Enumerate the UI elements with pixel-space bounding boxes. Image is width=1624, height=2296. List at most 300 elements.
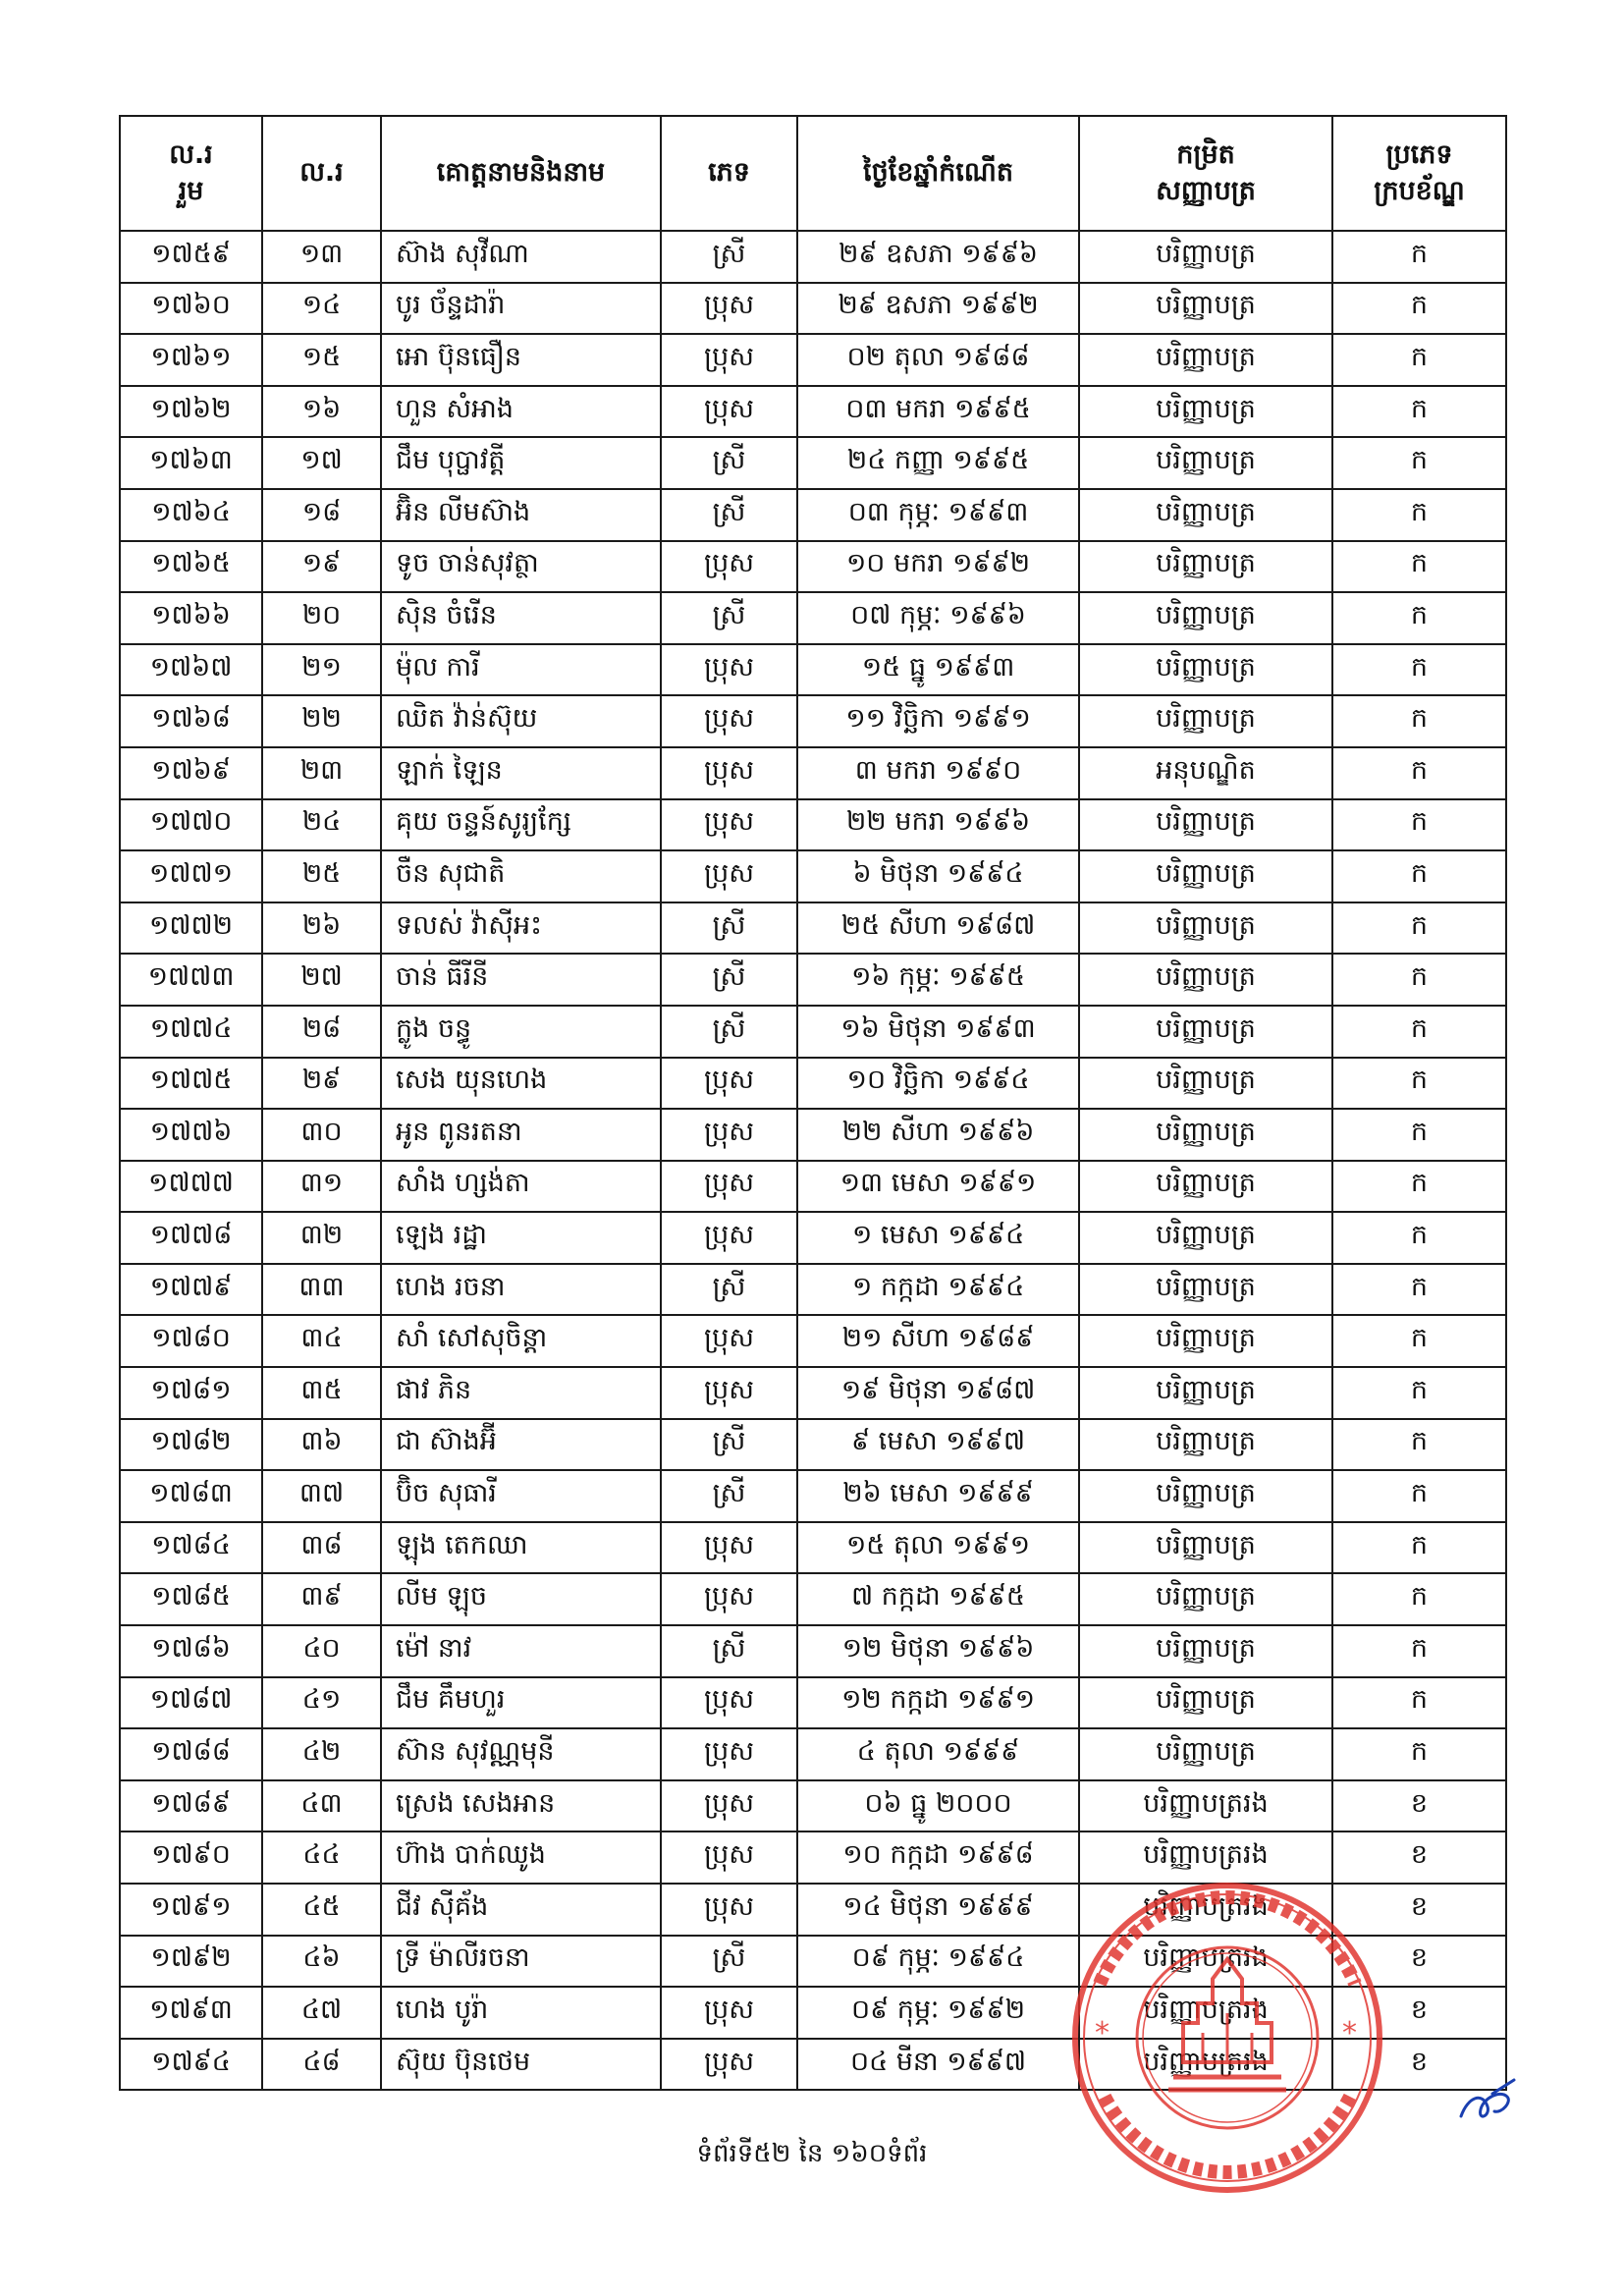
cell-gender: ប្រុស — [661, 1367, 797, 1419]
cell-degree-level: បរិញ្ញាបត្រ — [1079, 437, 1332, 489]
cell-date-of-birth: ១៣ មេសា ១៩៩១ — [797, 1161, 1079, 1213]
table-row — [120, 231, 1506, 283]
cell-degree-level: បរិញ្ញាបត្រ — [1079, 1264, 1332, 1316]
table-row — [120, 1161, 1506, 1213]
cell-degree-level: បរិញ្ញាបត្រ — [1079, 954, 1332, 1006]
cell-framework-category: ខ — [1332, 1780, 1506, 1832]
cell-full-name: ជា ស៊ាងអ៊ី — [381, 1419, 661, 1471]
cell-gender: ប្រុស — [661, 1109, 797, 1161]
cell-date-of-birth: ១១ វិច្ឆិកា ១៩៩១ — [797, 695, 1079, 747]
cell-date-of-birth: ១៥ តុលា ១៩៩១ — [797, 1522, 1079, 1574]
cell-full-name: គុយ ចន្ទន៍សូរ្យកែ្ស — [381, 799, 661, 851]
cell-gender: ស្រី — [661, 592, 797, 644]
cell-degree-level: បរិញ្ញាបត្រ — [1079, 541, 1332, 593]
table-row — [120, 1573, 1506, 1625]
cell-date-of-birth: ០៣ មករា ១៩៩៥ — [797, 386, 1079, 438]
table-row — [120, 592, 1506, 644]
cell-gender: ប្រុស — [661, 1058, 797, 1110]
cell-framework-category: ក — [1332, 644, 1506, 696]
cell-date-of-birth: ៦ មិថុនា ១៩៩៤ — [797, 850, 1079, 902]
cell-degree-level: បរិញ្ញាបត្ររង — [1079, 1780, 1332, 1832]
header-no-line: ល.រ — [299, 157, 344, 189]
cell-overall-no: ១៧៥៩ — [120, 231, 262, 283]
cell-full-name: អ៊ិន លីមស៊ាង — [381, 489, 661, 541]
cell-framework-category: ខ — [1332, 1831, 1506, 1884]
cell-no: ៣៣ — [262, 1264, 381, 1316]
cell-framework-category: ក — [1332, 334, 1506, 386]
table-row — [120, 541, 1506, 593]
cell-degree-level: បរិញ្ញាបត្រ — [1079, 489, 1332, 541]
cell-framework-category: ក — [1332, 1419, 1506, 1471]
cell-date-of-birth: ១៦ កុម្ភៈ ១៩៩៥ — [797, 954, 1079, 1006]
cell-gender: ប្រុស — [661, 1522, 797, 1574]
cell-no: ៤១ — [262, 1677, 381, 1729]
cell-full-name: បូរ ច័ន្ទដារ៉ា — [381, 283, 661, 335]
cell-gender: ស្រី — [661, 1936, 797, 1988]
cell-no: ៣២ — [262, 1212, 381, 1264]
cell-framework-category: ក — [1332, 1470, 1506, 1522]
cell-full-name: សាំ សៅសុចិន្តា — [381, 1315, 661, 1367]
cell-date-of-birth: ១៤ មិថុនា ១៩៩៩ — [797, 1884, 1079, 1936]
cell-gender: ស្រី — [661, 489, 797, 541]
cell-no: ១៣ — [262, 231, 381, 283]
cell-date-of-birth: ០៧ កុម្ភៈ ១៩៩៦ — [797, 592, 1079, 644]
cell-framework-category: ក — [1332, 799, 1506, 851]
cell-framework-category: ខ — [1332, 1936, 1506, 1988]
cell-framework-category: ក — [1332, 1006, 1506, 1058]
cell-no: ៤៣ — [262, 1780, 381, 1832]
table-row — [120, 437, 1506, 489]
cell-degree-level: បរិញ្ញាបត្រ — [1079, 1161, 1332, 1213]
cell-framework-category: ក — [1332, 902, 1506, 955]
cell-full-name: ប៊ិច សុធារី — [381, 1470, 661, 1522]
cell-framework-category: ក — [1332, 695, 1506, 747]
cell-no: ៤៧ — [262, 1987, 381, 2039]
cell-date-of-birth: ២៩ ឧសភា ១៩៩៦ — [797, 231, 1079, 283]
header-degree-level — [1079, 116, 1332, 231]
cell-framework-category: ក — [1332, 1728, 1506, 1780]
cell-framework-category: ក — [1332, 386, 1506, 438]
cell-gender: ស្រី — [661, 954, 797, 1006]
cell-overall-no: ១៧៦៨ — [120, 695, 262, 747]
cell-gender: ស្រី — [661, 1625, 797, 1677]
cell-gender: ប្រុស — [661, 747, 797, 799]
cell-full-name: ចាន់ ធីរីនី — [381, 954, 661, 1006]
cell-degree-level: បរិញ្ញាបត្ររង — [1079, 1831, 1332, 1884]
cell-date-of-birth: ១ កក្កដា ១៩៩៤ — [797, 1264, 1079, 1316]
table-row — [120, 1058, 1506, 1110]
table-row — [120, 644, 1506, 696]
table-row — [120, 1367, 1506, 1419]
cell-date-of-birth: ០៩ កុម្ភៈ ១៩៩២ — [797, 1987, 1079, 2039]
cell-full-name: ជឹម គឹមហួរ — [381, 1677, 661, 1729]
svg-text:*: * — [1342, 2016, 1357, 2050]
cell-full-name: ស្រេង សេងអាន — [381, 1780, 661, 1832]
cell-full-name: ផាវ ភិន — [381, 1367, 661, 1419]
cell-no: ២២ — [262, 695, 381, 747]
cell-overall-no: ១៧៩១ — [120, 1884, 262, 1936]
cell-degree-level: បរិញ្ញាបត្រ — [1079, 1109, 1332, 1161]
cell-gender: ស្រី — [661, 1470, 797, 1522]
cell-overall-no: ១៧៨៨ — [120, 1728, 262, 1780]
cell-no: ៣៧ — [262, 1470, 381, 1522]
cell-overall-no: ១៧៦៣ — [120, 437, 262, 489]
cell-framework-category: ក — [1332, 954, 1506, 1006]
cell-framework-category: ខ — [1332, 1987, 1506, 2039]
cell-gender: ប្រុស — [661, 850, 797, 902]
cell-full-name: ហ៊ាង បាក់ឈូង — [381, 1831, 661, 1884]
table-header-row — [120, 116, 1506, 231]
cell-overall-no: ១៧៧៧ — [120, 1161, 262, 1213]
cell-framework-category: ក — [1332, 1109, 1506, 1161]
cell-overall-no: ១៧៧៤ — [120, 1006, 262, 1058]
table-row — [120, 386, 1506, 438]
cell-overall-no: ១៧៧៩ — [120, 1264, 262, 1316]
cell-full-name: អោ ប៊ុនធឿន — [381, 334, 661, 386]
cell-framework-category: ក — [1332, 1522, 1506, 1574]
cell-overall-no: ១៧៦៦ — [120, 592, 262, 644]
cell-gender: ស្រី — [661, 1419, 797, 1471]
cell-full-name: ស៊ុយ ប៊ុនថេម — [381, 2039, 661, 2091]
cell-degree-level: បរិញ្ញាបត្ររង — [1079, 1987, 1332, 2039]
cell-overall-no: ១៧៩២ — [120, 1936, 262, 1988]
cell-full-name: ជឹម បុប្ផាវត្តី — [381, 437, 661, 489]
cell-degree-level: បរិញ្ញាបត្រ — [1079, 902, 1332, 955]
cell-degree-level: បរិញ្ញាបត្ររង — [1079, 1884, 1332, 1936]
cell-date-of-birth: ២៩ ឧសភា ១៩៩២ — [797, 283, 1079, 335]
cell-full-name: ស៊ាង សុវីណា — [381, 231, 661, 283]
header-overall-no-line: ល.រ — [169, 139, 213, 171]
svg-text:*: * — [1095, 2016, 1110, 2050]
cell-full-name: សាំង ហ្សង់តា — [381, 1161, 661, 1213]
cell-overall-no: ១៧៨១ — [120, 1367, 262, 1419]
cell-no: ២៧ — [262, 954, 381, 1006]
table-row — [120, 1522, 1506, 1574]
cell-no: ២៥ — [262, 850, 381, 902]
cell-framework-category: ក — [1332, 1625, 1506, 1677]
cell-gender: ប្រុស — [661, 799, 797, 851]
cell-full-name: ជីវ ស៊ីគ័ង — [381, 1884, 661, 1936]
cell-degree-level: បរិញ្ញាបត្រ — [1079, 799, 1332, 851]
cell-full-name: លីម ឡុច — [381, 1573, 661, 1625]
cell-overall-no: ១៧៧៣ — [120, 954, 262, 1006]
cell-gender: ប្រុស — [661, 541, 797, 593]
cell-date-of-birth: ០៩ កុម្ភៈ ១៩៩៤ — [797, 1936, 1079, 1988]
cell-degree-level: បរិញ្ញាបត្រ — [1079, 1419, 1332, 1471]
cell-date-of-birth: ១០ វិច្ឆិកា ១៩៩៤ — [797, 1058, 1079, 1110]
cell-full-name: ទលស់ វ៉ាស៊ីអះ — [381, 902, 661, 955]
header-degree-level-line: កម្រិត — [1176, 139, 1235, 171]
cell-gender: ស្រី — [661, 902, 797, 955]
table-row — [120, 799, 1506, 851]
cell-framework-category: ក — [1332, 747, 1506, 799]
table-row — [120, 1625, 1506, 1677]
cell-no: ៣១ — [262, 1161, 381, 1213]
header-date-of-birth — [797, 116, 1079, 231]
cell-framework-category: ក — [1332, 1367, 1506, 1419]
header-degree-level-line: សញ្ញាបត្រ — [1156, 175, 1256, 206]
cell-no: ២៨ — [262, 1006, 381, 1058]
cell-no: ៣៦ — [262, 1419, 381, 1471]
cell-no: ៤២ — [262, 1728, 381, 1780]
cell-no: ៣៤ — [262, 1315, 381, 1367]
cell-full-name: ហួន សំអាង — [381, 386, 661, 438]
table-row — [120, 334, 1506, 386]
cell-degree-level: បរិញ្ញាបត្រ — [1079, 850, 1332, 902]
cell-framework-category: ក — [1332, 1212, 1506, 1264]
cell-date-of-birth: ៤ តុលា ១៩៩៩ — [797, 1728, 1079, 1780]
cell-degree-level: បរិញ្ញាបត្រ — [1079, 1470, 1332, 1522]
table-row — [120, 1470, 1506, 1522]
cell-overall-no: ១៧៨៧ — [120, 1677, 262, 1729]
cell-full-name: ទូច ចាន់សុវត្ថា — [381, 541, 661, 593]
cell-degree-level: បរិញ្ញាបត្រ — [1079, 1522, 1332, 1574]
cell-gender: ប្រុស — [661, 1315, 797, 1367]
table-row — [120, 1677, 1506, 1729]
cell-degree-level: បរិញ្ញាបត្រ — [1079, 386, 1332, 438]
cell-overall-no: ១៧៧០ — [120, 799, 262, 851]
cell-gender: ស្រី — [661, 437, 797, 489]
cell-no: ៤៨ — [262, 2039, 381, 2091]
cell-degree-level: បរិញ្ញាបត្រ — [1079, 1315, 1332, 1367]
cell-overall-no: ១៧៦៥ — [120, 541, 262, 593]
cell-gender: ប្រុស — [661, 386, 797, 438]
signature-mark — [1453, 2072, 1522, 2131]
cell-no: ១៧ — [262, 437, 381, 489]
cell-date-of-birth: ៧ កក្កដា ១៩៩៥ — [797, 1573, 1079, 1625]
roster-table — [119, 115, 1507, 2091]
cell-degree-level: បរិញ្ញាបត្រ — [1079, 1367, 1332, 1419]
cell-date-of-birth: ០៤ មីនា ១៩៩៧ — [797, 2039, 1079, 2091]
cell-no: ១៥ — [262, 334, 381, 386]
cell-gender: ប្រុស — [661, 1780, 797, 1832]
cell-date-of-birth: ១២ កក្កដា ១៩៩១ — [797, 1677, 1079, 1729]
table-row — [120, 902, 1506, 955]
cell-no: ៣៩ — [262, 1573, 381, 1625]
header-framework-category — [1332, 116, 1506, 231]
cell-no: ៣៨ — [262, 1522, 381, 1574]
cell-degree-level: បរិញ្ញាបត្រ — [1079, 283, 1332, 335]
table-row — [120, 747, 1506, 799]
cell-degree-level: បរិញ្ញាបត្រ — [1079, 1006, 1332, 1058]
cell-no: ៤៦ — [262, 1936, 381, 1988]
cell-framework-category: ក — [1332, 1161, 1506, 1213]
cell-full-name: ម៉ៅ នាវ — [381, 1625, 661, 1677]
cell-degree-level: បរិញ្ញាបត្រ — [1079, 1677, 1332, 1729]
cell-full-name: សេង យុនហេង — [381, 1058, 661, 1110]
cell-gender: ប្រុស — [661, 2039, 797, 2091]
cell-framework-category: ក — [1332, 1264, 1506, 1316]
cell-overall-no: ១៧៦០ — [120, 283, 262, 335]
cell-full-name: ម៉ុល ការី — [381, 644, 661, 696]
cell-overall-no: ១៧៧៥ — [120, 1058, 262, 1110]
cell-framework-category: ក — [1332, 541, 1506, 593]
cell-overall-no: ១៧៨៣ — [120, 1470, 262, 1522]
cell-framework-category: ក — [1332, 1573, 1506, 1625]
cell-date-of-birth: ១៦ មិថុនា ១៩៩៣ — [797, 1006, 1079, 1058]
cell-full-name: ហេង រចនា — [381, 1264, 661, 1316]
cell-gender: ប្រុស — [661, 1212, 797, 1264]
header-gender — [661, 116, 797, 231]
cell-degree-level: បរិញ្ញាបត្រ — [1079, 334, 1332, 386]
table-row — [120, 954, 1506, 1006]
cell-framework-category: ក — [1332, 850, 1506, 902]
cell-overall-no: ១៧៩៤ — [120, 2039, 262, 2091]
table-row — [120, 283, 1506, 335]
cell-gender: ប្រុស — [661, 334, 797, 386]
header-gender-line: ភេទ — [708, 157, 750, 189]
cell-overall-no: ១៧៦២ — [120, 386, 262, 438]
cell-overall-no: ១៧៨៩ — [120, 1780, 262, 1832]
cell-no: ២១ — [262, 644, 381, 696]
cell-framework-category: ក — [1332, 283, 1506, 335]
cell-full-name: ចឺន សុជាតិ — [381, 850, 661, 902]
cell-degree-level: បរិញ្ញាបត្រ — [1079, 1212, 1332, 1264]
cell-overall-no: ១៧៨៦ — [120, 1625, 262, 1677]
cell-degree-level: បរិញ្ញាបត្រ — [1079, 592, 1332, 644]
cell-date-of-birth: ១២ មិថុនា ១៩៩៦ — [797, 1625, 1079, 1677]
cell-framework-category: ខ — [1332, 2039, 1506, 2091]
cell-no: ១៩ — [262, 541, 381, 593]
cell-overall-no: ១៧៧២ — [120, 902, 262, 955]
cell-full-name: ឡាក់ ឡៃន — [381, 747, 661, 799]
cell-overall-no: ១៧៨០ — [120, 1315, 262, 1367]
header-date-of-birth-line: ថ្ងៃខែឆ្នាំកំណើត — [863, 157, 1013, 189]
cell-no: ២៣ — [262, 747, 381, 799]
cell-overall-no: ១៧៧១ — [120, 850, 262, 902]
cell-date-of-birth: ២៦ មេសា ១៩៩៩ — [797, 1470, 1079, 1522]
cell-overall-no: ១៧៨៥ — [120, 1573, 262, 1625]
cell-gender: ស្រី — [661, 1006, 797, 1058]
cell-degree-level: បរិញ្ញាបត្រ — [1079, 695, 1332, 747]
cell-gender: ប្រុស — [661, 1728, 797, 1780]
cell-no: ៤៥ — [262, 1884, 381, 1936]
header-no — [262, 116, 381, 231]
cell-full-name: ស៊ិន ចំរើន — [381, 592, 661, 644]
cell-degree-level: បរិញ្ញាបត្រ — [1079, 1728, 1332, 1780]
cell-date-of-birth: ១៥ ធ្នូ ១៩៩៣ — [797, 644, 1079, 696]
cell-date-of-birth: ០២ តុលា ១៩៨៨ — [797, 334, 1079, 386]
cell-gender: ប្រុស — [661, 695, 797, 747]
cell-full-name: ហេង បូរ៉ា — [381, 1987, 661, 2039]
table-row — [120, 850, 1506, 902]
cell-overall-no: ១៧៩៣ — [120, 1987, 262, 2039]
cell-gender: ប្រុស — [661, 1677, 797, 1729]
cell-no: ៤០ — [262, 1625, 381, 1677]
cell-no: ៣០ — [262, 1109, 381, 1161]
cell-no: ៤៤ — [262, 1831, 381, 1884]
cell-overall-no: ១៧៨៤ — [120, 1522, 262, 1574]
cell-full-name: ឡេង រដ្ឋា — [381, 1212, 661, 1264]
cell-degree-level: បរិញ្ញាបត្រ — [1079, 1573, 1332, 1625]
cell-framework-category: ក — [1332, 489, 1506, 541]
cell-overall-no: ១៧៨២ — [120, 1419, 262, 1471]
cell-full-name: ឡុង តេកឈា — [381, 1522, 661, 1574]
cell-gender: ប្រុស — [661, 644, 797, 696]
cell-date-of-birth: ២២ មករា ១៩៩៦ — [797, 799, 1079, 851]
cell-overall-no: ១៧៦១ — [120, 334, 262, 386]
cell-no: ២៩ — [262, 1058, 381, 1110]
cell-date-of-birth: ២២ សីហា ១៩៩៦ — [797, 1109, 1079, 1161]
cell-full-name: ឈិត វ៉ាន់ស៊ុយ — [381, 695, 661, 747]
cell-date-of-birth: ១ មេសា ១៩៩៤ — [797, 1212, 1079, 1264]
cell-overall-no: ១៧៧៨ — [120, 1212, 262, 1264]
cell-full-name: ទ្រី ម៉ាលីរចនា — [381, 1936, 661, 1988]
cell-gender: ប្រុស — [661, 1161, 797, 1213]
cell-full-name: ក្លូង ចន្ធូ — [381, 1006, 661, 1058]
cell-degree-level: បរិញ្ញាបត្រ — [1079, 1058, 1332, 1110]
header-framework-category-line: ក្របខ័ណ្ឌ — [1374, 175, 1465, 206]
cell-date-of-birth: ២១ សីហា ១៩៨៩ — [797, 1315, 1079, 1367]
cell-gender: ប្រុស — [661, 1987, 797, 2039]
table-row — [120, 1212, 1506, 1264]
cell-gender: ប្រុស — [661, 1573, 797, 1625]
cell-no: ១៦ — [262, 386, 381, 438]
cell-no: ៣៥ — [262, 1367, 381, 1419]
table-row — [120, 1419, 1506, 1471]
page-number: ទំព័រទី៥២ នៃ ១៦០ទំព័រ — [696, 2139, 928, 2168]
header-full-name — [381, 116, 661, 231]
cell-date-of-birth: ១០ កក្កដា ១៩៩៨ — [797, 1831, 1079, 1884]
table-row — [120, 1728, 1506, 1780]
cell-gender: ស្រី — [661, 1264, 797, 1316]
header-overall-no-line: រួម — [178, 175, 204, 206]
cell-framework-category: ក — [1332, 1677, 1506, 1729]
cell-no: ១៤ — [262, 283, 381, 335]
official-seal-stamp — [1065, 1876, 1389, 2200]
cell-overall-no: ១៧៦៩ — [120, 747, 262, 799]
cell-degree-level: បរិញ្ញាបត្ររង — [1079, 1936, 1332, 1988]
cell-date-of-birth: ២៥ សីហា ១៩៨៧ — [797, 902, 1079, 955]
table-body — [120, 231, 1506, 2090]
cell-no: ២៦ — [262, 902, 381, 955]
table-row — [120, 695, 1506, 747]
table-row — [120, 1264, 1506, 1316]
cell-framework-category: ក — [1332, 1058, 1506, 1110]
cell-date-of-birth: ៩ មេសា ១៩៩៧ — [797, 1419, 1079, 1471]
cell-date-of-birth: ២៤ កញ្ញា ១៩៩៥ — [797, 437, 1079, 489]
cell-degree-level: បរិញ្ញាបត្ររង — [1079, 2039, 1332, 2091]
cell-date-of-birth: ០៣ កុម្ភៈ ១៩៩៣ — [797, 489, 1079, 541]
cell-date-of-birth: ១០ មករា ១៩៩២ — [797, 541, 1079, 593]
roster-sheet — [119, 115, 1505, 2091]
cell-degree-level: អនុបណ្ឌិត — [1079, 747, 1332, 799]
cell-gender: ស្រី — [661, 231, 797, 283]
table-row — [120, 489, 1506, 541]
cell-overall-no: ១៧៩០ — [120, 1831, 262, 1884]
cell-overall-no: ១៧៦៤ — [120, 489, 262, 541]
cell-no: ២០ — [262, 592, 381, 644]
cell-framework-category: ក — [1332, 592, 1506, 644]
cell-no: ១៨ — [262, 489, 381, 541]
table-row — [120, 1315, 1506, 1367]
cell-no: ២៤ — [262, 799, 381, 851]
cell-date-of-birth: ៣ មករា ១៩៩០ — [797, 747, 1079, 799]
cell-date-of-birth: ០៦ ធ្នូ ២០០០ — [797, 1780, 1079, 1832]
header-framework-category-line: ប្រភេទ — [1385, 139, 1453, 171]
cell-full-name: ស៊ាន សុវណ្ណមុនី — [381, 1728, 661, 1780]
cell-degree-level: បរិញ្ញាបត្រ — [1079, 1625, 1332, 1677]
cell-overall-no: ១៧៧៦ — [120, 1109, 262, 1161]
cell-full-name: អូន ពូនរតនា — [381, 1109, 661, 1161]
table-row — [120, 1780, 1506, 1832]
cell-gender: ប្រុស — [661, 1884, 797, 1936]
header-full-name-line: គោត្តនាមនិងនាម — [436, 157, 606, 189]
cell-date-of-birth: ១៩ មិថុនា ១៩៨៧ — [797, 1367, 1079, 1419]
cell-framework-category: ក — [1332, 1315, 1506, 1367]
cell-degree-level: បរិញ្ញាបត្រ — [1079, 644, 1332, 696]
cell-framework-category: ក — [1332, 437, 1506, 489]
